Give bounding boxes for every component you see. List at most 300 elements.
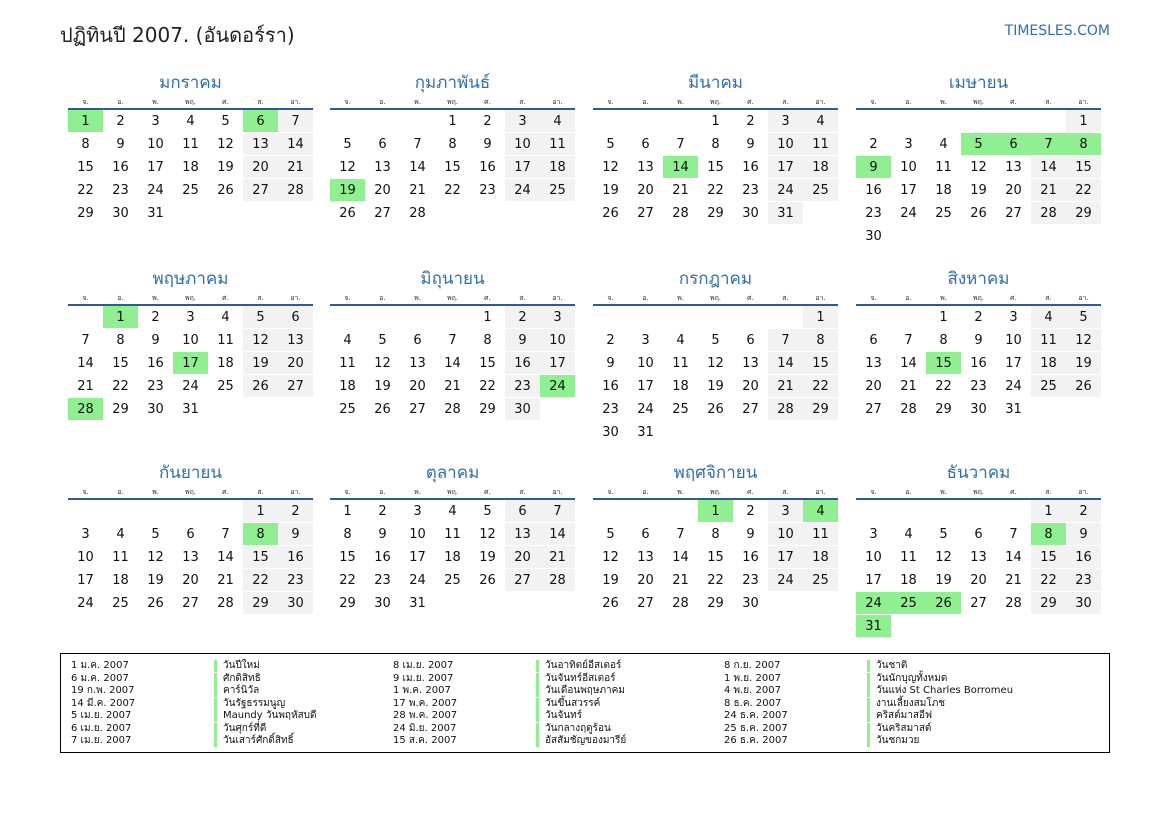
day-cell: 20 <box>856 375 891 398</box>
weekday-header: พ. <box>663 486 698 499</box>
holiday-day: 1 <box>68 109 103 133</box>
day-cell: 30 <box>138 398 173 421</box>
day-cell: 7 <box>540 499 575 523</box>
week-row <box>68 569 313 592</box>
weekday-header: พฤ. <box>698 486 733 499</box>
week-row <box>593 133 838 156</box>
day-cell: 5 <box>593 523 628 546</box>
empty-cell <box>1066 615 1101 638</box>
day-cell: 24 <box>173 375 208 398</box>
day-cell: 13 <box>173 546 208 569</box>
day-cell: 10 <box>856 546 891 569</box>
holiday-name: คริสต์มาสอีฟ <box>867 710 932 722</box>
empty-cell <box>330 109 365 133</box>
day-cell: 11 <box>435 523 470 546</box>
day-cell: 21 <box>400 179 435 202</box>
week-row <box>856 202 1101 225</box>
day-cell: 1 <box>470 305 505 329</box>
week-row <box>330 156 575 179</box>
day-cell: 21 <box>663 179 698 202</box>
weekday-header: ศ. <box>733 486 768 499</box>
day-cell: 28 <box>208 592 243 615</box>
month-title: ธันวาคม <box>946 463 1011 483</box>
empty-cell <box>891 615 926 638</box>
day-cell: 2 <box>856 133 891 156</box>
day-cell: 18 <box>803 156 838 179</box>
weekday-header: พ. <box>926 292 961 305</box>
day-cell: 15 <box>435 156 470 179</box>
weekday-header: จ. <box>330 486 365 499</box>
week-row <box>856 156 1101 179</box>
week-row <box>856 398 1101 421</box>
day-cell: 5 <box>1066 305 1101 329</box>
week-row <box>593 329 838 352</box>
week-row <box>68 592 313 615</box>
day-cell: 1 <box>243 499 278 523</box>
day-cell: 18 <box>540 156 575 179</box>
day-cell: 29 <box>103 398 138 421</box>
weekday-header: จ. <box>593 96 628 109</box>
day-cell: 18 <box>103 569 138 592</box>
weekday-header: พ. <box>138 292 173 305</box>
day-cell: 27 <box>996 202 1031 225</box>
weekday-header: พฤ. <box>173 96 208 109</box>
day-cell: 7 <box>208 523 243 546</box>
week-row <box>593 523 838 546</box>
weekday-header: พฤ. <box>173 292 208 305</box>
day-cell: 3 <box>628 329 663 352</box>
holiday-name: วันจันทร์อีสเตอร์ <box>536 673 616 685</box>
week-row <box>330 109 575 133</box>
day-cell: 2 <box>278 499 313 523</box>
empty-cell <box>803 421 838 444</box>
month-6 <box>330 266 575 420</box>
empty-cell <box>470 202 505 225</box>
day-cell: 13 <box>278 329 313 352</box>
empty-cell <box>803 592 838 615</box>
day-cell: 18 <box>435 546 470 569</box>
empty-cell <box>768 592 803 615</box>
day-cell: 9 <box>470 133 505 156</box>
day-cell: 29 <box>926 398 961 421</box>
day-cell: 29 <box>243 592 278 615</box>
weekday-header: พ. <box>663 96 698 109</box>
day-cell: 27 <box>733 398 768 421</box>
day-cell: 26 <box>330 202 365 225</box>
holiday-name: วันศุกร์ที่ดี <box>214 723 266 735</box>
holiday-date: 6 เม.ย. 2007 <box>71 722 132 734</box>
holiday-day: 24 <box>856 592 891 615</box>
holiday-date: 1 พ.ค. 2007 <box>393 685 451 696</box>
empty-cell <box>1066 225 1101 248</box>
week-row <box>68 156 313 179</box>
weekday-header: อ. <box>891 96 926 109</box>
empty-cell <box>243 202 278 225</box>
holiday-name: อัสสัมชัญของมารีย์ <box>536 735 626 747</box>
day-cell: 27 <box>243 179 278 202</box>
day-cell: 4 <box>926 133 961 156</box>
day-cell: 17 <box>540 352 575 375</box>
empty-cell <box>961 109 996 133</box>
weekday-header: ศ. <box>208 292 243 305</box>
day-cell: 2 <box>961 305 996 329</box>
holiday-name: วันปีใหม่ <box>214 660 260 672</box>
month-title: สิงหาคม <box>947 269 1010 289</box>
day-cell: 26 <box>698 398 733 421</box>
weekday-header: อา. <box>1066 486 1101 499</box>
day-cell: 22 <box>1031 569 1066 592</box>
week-row <box>68 523 313 546</box>
holiday-name: วันชกมวย <box>867 735 919 747</box>
empty-cell <box>926 109 961 133</box>
day-cell: 29 <box>330 592 365 615</box>
day-cell: 7 <box>663 133 698 156</box>
day-cell: 20 <box>733 375 768 398</box>
empty-cell <box>208 202 243 225</box>
day-cell: 5 <box>365 329 400 352</box>
weekday-header: อ. <box>365 96 400 109</box>
month-grid <box>593 292 838 443</box>
empty-cell <box>891 499 926 523</box>
day-cell: 9 <box>138 329 173 352</box>
day-cell: 6 <box>278 305 313 329</box>
day-cell: 16 <box>278 546 313 569</box>
day-cell: 10 <box>505 133 540 156</box>
weekday-header: อ. <box>103 292 138 305</box>
weekday-header: ศ. <box>996 292 1031 305</box>
day-cell: 26 <box>593 592 628 615</box>
day-cell: 25 <box>926 202 961 225</box>
day-cell: 24 <box>891 202 926 225</box>
day-cell: 6 <box>400 329 435 352</box>
day-cell: 1 <box>926 305 961 329</box>
day-cell: 9 <box>733 523 768 546</box>
day-cell: 9 <box>1066 523 1101 546</box>
day-cell: 2 <box>593 329 628 352</box>
day-cell: 4 <box>1031 305 1066 329</box>
day-cell: 16 <box>733 156 768 179</box>
empty-cell <box>996 225 1031 248</box>
day-cell: 8 <box>698 523 733 546</box>
day-cell: 17 <box>768 156 803 179</box>
day-cell: 7 <box>768 329 803 352</box>
day-cell: 3 <box>891 133 926 156</box>
day-cell: 16 <box>961 352 996 375</box>
day-cell: 22 <box>926 375 961 398</box>
day-cell: 1 <box>330 499 365 523</box>
month-title: มีนาคม <box>688 73 743 93</box>
day-cell: 8 <box>68 133 103 156</box>
holiday-day: 7 <box>1031 133 1066 156</box>
month-5 <box>68 266 313 420</box>
week-row <box>856 523 1101 546</box>
day-cell: 15 <box>330 546 365 569</box>
day-cell: 16 <box>733 546 768 569</box>
empty-cell <box>400 109 435 133</box>
week-row <box>330 398 575 421</box>
day-cell: 25 <box>173 179 208 202</box>
empty-cell <box>663 109 698 133</box>
day-cell: 25 <box>208 375 243 398</box>
day-cell: 6 <box>173 523 208 546</box>
day-cell: 9 <box>505 329 540 352</box>
day-cell: 20 <box>243 156 278 179</box>
day-cell: 16 <box>1066 546 1101 569</box>
day-cell: 2 <box>470 109 505 133</box>
month-title: กุมภาพันธ์ <box>414 73 491 93</box>
day-cell: 6 <box>505 499 540 523</box>
day-cell: 29 <box>470 398 505 421</box>
day-cell: 20 <box>400 375 435 398</box>
empty-cell <box>1031 398 1066 421</box>
day-cell: 31 <box>996 398 1031 421</box>
day-cell: 1 <box>1066 109 1101 133</box>
day-cell: 8 <box>926 329 961 352</box>
day-cell: 18 <box>1031 352 1066 375</box>
holiday-day: 5 <box>961 133 996 156</box>
day-cell: 15 <box>1031 546 1066 569</box>
empty-cell <box>435 202 470 225</box>
day-cell: 27 <box>628 202 663 225</box>
empty-cell <box>68 305 103 329</box>
weekday-header: ส. <box>768 486 803 499</box>
day-cell: 24 <box>768 569 803 592</box>
day-cell: 26 <box>470 569 505 592</box>
weekday-header: อา. <box>540 486 575 499</box>
day-cell: 22 <box>435 179 470 202</box>
weekday-header: พฤ. <box>435 486 470 499</box>
day-cell: 27 <box>278 375 313 398</box>
day-cell: 18 <box>663 375 698 398</box>
day-cell: 26 <box>961 202 996 225</box>
month-title: มกราคม <box>159 73 222 93</box>
day-cell: 23 <box>103 179 138 202</box>
day-cell: 7 <box>400 133 435 156</box>
week-row <box>68 202 313 225</box>
day-cell: 5 <box>926 523 961 546</box>
day-cell: 4 <box>803 109 838 133</box>
empty-cell <box>365 305 400 329</box>
day-cell: 25 <box>540 179 575 202</box>
day-cell: 16 <box>365 546 400 569</box>
weekday-header: พฤ. <box>961 96 996 109</box>
day-cell: 6 <box>856 329 891 352</box>
day-cell: 20 <box>961 569 996 592</box>
weekday-header: อ. <box>365 292 400 305</box>
holiday-date: 1 ม.ค. 2007 <box>71 660 129 671</box>
day-cell: 11 <box>330 352 365 375</box>
day-cell: 18 <box>803 546 838 569</box>
day-cell: 21 <box>768 375 803 398</box>
week-row <box>330 375 575 398</box>
empty-cell <box>540 592 575 615</box>
day-cell: 12 <box>593 546 628 569</box>
holiday-day: 14 <box>663 156 698 179</box>
empty-cell <box>243 398 278 421</box>
day-cell: 18 <box>891 569 926 592</box>
week-row <box>330 499 575 523</box>
day-cell: 22 <box>698 569 733 592</box>
day-cell: 26 <box>208 179 243 202</box>
week-row <box>593 352 838 375</box>
day-cell: 23 <box>961 375 996 398</box>
day-cell: 3 <box>138 109 173 133</box>
day-cell: 14 <box>435 352 470 375</box>
day-cell: 17 <box>138 156 173 179</box>
month-title: ตุลาคม <box>425 463 480 483</box>
day-cell: 28 <box>278 179 313 202</box>
holiday-day: 28 <box>68 398 103 421</box>
day-cell: 17 <box>996 352 1031 375</box>
month-11 <box>593 460 838 614</box>
day-cell: 3 <box>996 305 1031 329</box>
day-cell: 13 <box>365 156 400 179</box>
day-cell: 20 <box>173 569 208 592</box>
day-cell: 3 <box>768 499 803 523</box>
day-cell: 6 <box>628 133 663 156</box>
day-cell: 16 <box>593 375 628 398</box>
weekday-header: จ. <box>68 96 103 109</box>
day-cell: 30 <box>961 398 996 421</box>
weekday-header: อา. <box>803 96 838 109</box>
empty-cell <box>330 305 365 329</box>
holiday-day: 17 <box>173 352 208 375</box>
day-cell: 10 <box>68 546 103 569</box>
day-cell: 9 <box>961 329 996 352</box>
day-cell: 12 <box>961 156 996 179</box>
weekday-header: ศ. <box>996 486 1031 499</box>
day-cell: 12 <box>138 546 173 569</box>
day-cell: 14 <box>996 546 1031 569</box>
empty-cell <box>856 109 891 133</box>
week-row <box>856 225 1101 248</box>
day-cell: 20 <box>628 569 663 592</box>
day-cell: 27 <box>173 592 208 615</box>
week-row <box>68 329 313 352</box>
day-cell: 14 <box>1031 156 1066 179</box>
holiday-day: 31 <box>856 615 891 638</box>
day-cell: 21 <box>1031 179 1066 202</box>
day-cell: 22 <box>1066 179 1101 202</box>
weekday-header: พ. <box>138 96 173 109</box>
day-cell: 30 <box>593 421 628 444</box>
holiday-name: วันคริสมาสต์ <box>867 723 931 735</box>
day-cell: 10 <box>996 329 1031 352</box>
day-cell: 14 <box>400 156 435 179</box>
holiday-date: 8 ธ.ค. 2007 <box>724 697 782 709</box>
day-cell: 23 <box>470 179 505 202</box>
week-row <box>330 133 575 156</box>
day-cell: 4 <box>891 523 926 546</box>
holiday-date: 9 เม.ย. 2007 <box>393 672 454 684</box>
month-10 <box>330 460 575 614</box>
empty-cell <box>470 592 505 615</box>
empty-cell <box>1066 398 1101 421</box>
holiday-date: 5 เม.ย. 2007 <box>71 710 132 721</box>
holiday-name: Maundy วันพฤหัสบดี <box>214 710 317 722</box>
day-cell: 4 <box>540 109 575 133</box>
holiday-date: 24 ธ.ค. 2007 <box>724 710 788 721</box>
day-cell: 17 <box>68 569 103 592</box>
day-cell: 12 <box>698 352 733 375</box>
day-cell: 22 <box>803 375 838 398</box>
empty-cell <box>926 499 961 523</box>
day-cell: 14 <box>663 546 698 569</box>
empty-cell <box>1031 615 1066 638</box>
empty-cell <box>891 109 926 133</box>
week-row <box>330 592 575 615</box>
week-row <box>593 179 838 202</box>
month-12 <box>856 460 1101 637</box>
empty-cell <box>173 202 208 225</box>
month-grid <box>330 292 575 420</box>
week-row <box>593 305 838 329</box>
weekday-header: ศ. <box>470 486 505 499</box>
day-cell: 19 <box>138 569 173 592</box>
day-cell: 27 <box>628 592 663 615</box>
day-cell: 13 <box>733 352 768 375</box>
day-cell: 20 <box>996 179 1031 202</box>
week-row <box>856 569 1101 592</box>
holiday-date: 4 พ.ย. 2007 <box>724 685 781 696</box>
holiday-day: 19 <box>330 179 365 202</box>
holiday-date: 7 เม.ย. 2007 <box>71 735 132 746</box>
day-cell: 19 <box>243 352 278 375</box>
week-row <box>856 499 1101 523</box>
weekday-header: ส. <box>1031 292 1066 305</box>
brand-link[interactable]: TIMESLES.COM <box>1004 23 1110 39</box>
week-row <box>68 398 313 421</box>
day-cell: 21 <box>435 375 470 398</box>
empty-cell <box>926 615 961 638</box>
weekday-header: จ. <box>856 96 891 109</box>
day-cell: 16 <box>856 179 891 202</box>
holiday-name: วันอาทิตย์อีสเตอร์ <box>536 660 621 672</box>
day-cell: 29 <box>698 592 733 615</box>
weekday-header: อ. <box>103 486 138 499</box>
empty-cell <box>663 421 698 444</box>
day-cell: 17 <box>856 569 891 592</box>
day-cell: 12 <box>330 156 365 179</box>
week-row <box>856 179 1101 202</box>
week-row <box>68 499 313 523</box>
page-title: ปฏิทินปี 2007. (อันดอร์รา) <box>60 23 295 47</box>
holiday-date: 28 พ.ค. 2007 <box>393 710 458 721</box>
day-cell: 4 <box>663 329 698 352</box>
day-cell: 8 <box>698 133 733 156</box>
weekday-header: พฤ. <box>961 292 996 305</box>
day-cell: 2 <box>1066 499 1101 523</box>
day-cell: 5 <box>330 133 365 156</box>
weekday-header: อา. <box>803 486 838 499</box>
day-cell: 21 <box>208 569 243 592</box>
day-cell: 24 <box>505 179 540 202</box>
day-cell: 11 <box>173 133 208 156</box>
day-cell: 16 <box>505 352 540 375</box>
weekday-header: พฤ. <box>698 96 733 109</box>
holiday-day: 1 <box>103 305 138 329</box>
week-row <box>68 375 313 398</box>
day-cell: 21 <box>663 569 698 592</box>
empty-cell <box>628 499 663 523</box>
month-title: พฤศจิกายน <box>673 463 758 483</box>
day-cell: 9 <box>103 133 138 156</box>
month-grid <box>68 96 313 224</box>
week-row <box>593 546 838 569</box>
holiday-day: 26 <box>926 592 961 615</box>
day-cell: 7 <box>996 523 1031 546</box>
day-cell: 15 <box>243 546 278 569</box>
